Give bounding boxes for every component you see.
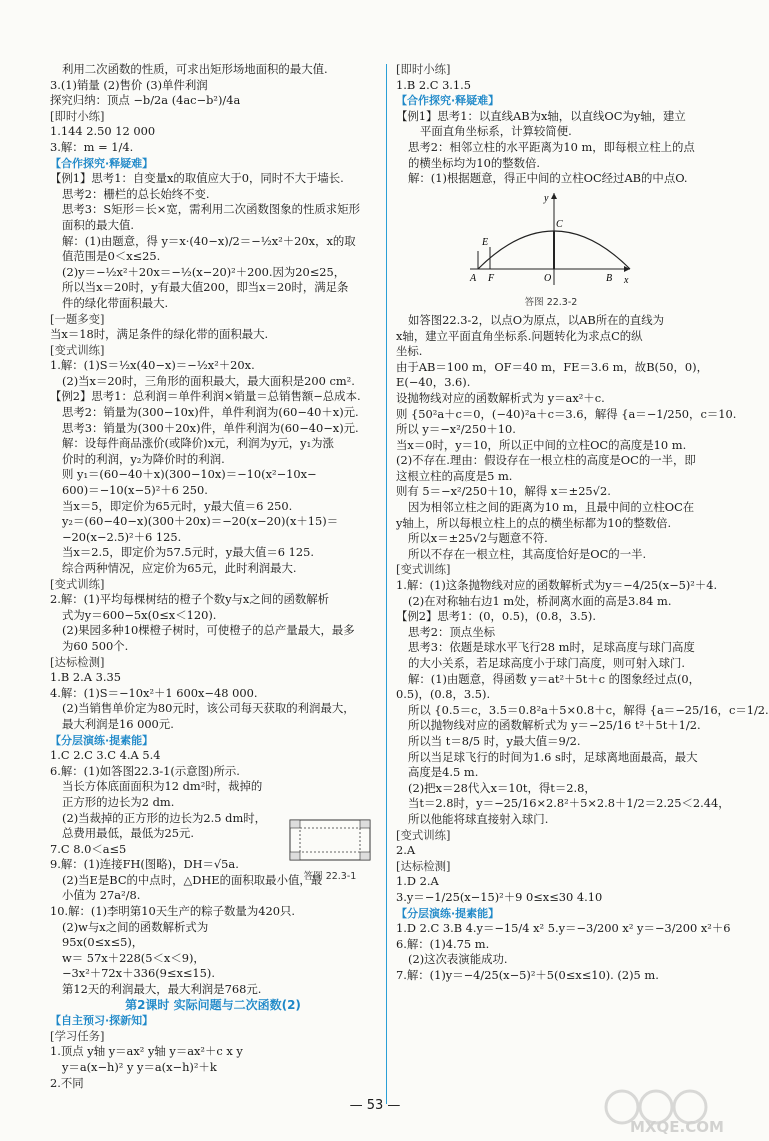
- text-line: 当t＝2.8时，y＝−25/16×2.8²＋5×2.8＋1/2＝2.25＜2.44，: [408, 796, 730, 811]
- text-line: 1.144 2.50 12 000: [50, 124, 156, 139]
- figure-22-3-2: [466, 189, 636, 311]
- text-line: 小值为 27a²/8.: [62, 888, 141, 903]
- text-line: 【例2】思考1：总利润＝单件利润×销量＝总销售额−总成本.: [50, 389, 361, 404]
- fig2-label-y: y: [544, 192, 549, 204]
- text-line: 最大利润是16 000元.: [62, 716, 174, 731]
- fig2-label-a: A: [470, 272, 477, 284]
- text-line: (2)这次表演能成功.: [408, 952, 508, 967]
- text-line: 600)＝−10(x−5)²＋6 250.: [62, 483, 208, 498]
- text-line: [变式训练]: [396, 827, 451, 842]
- text-line: 2.A: [396, 843, 416, 858]
- text-line: −20(x−2.5)²＋6 125.: [62, 529, 182, 544]
- text-line: 7.解：(1)y＝−4/25(x−5)²＋5(0≤x≤10). (2)5 m.: [396, 967, 659, 982]
- figure-22-3-1: [286, 816, 374, 882]
- text-line: 总费用最低，最低为25元.: [62, 826, 195, 841]
- text-line: 2.不同: [50, 1075, 84, 1090]
- text-line: [变式训练]: [50, 576, 105, 591]
- right-text-block-top: [396, 62, 722, 187]
- text-line: 当x＝2.5，即定价为57.5元时，y最大值＝6 125.: [62, 545, 315, 560]
- text-line: (2)w与x之间的函数解析式为: [62, 919, 209, 934]
- page-number: — 53 —: [349, 1098, 401, 1113]
- text-line: 【例1】思考1：自变量x的取值应大于0，同时不大于墙长.: [50, 171, 344, 186]
- text-line: 当x＝18时，满足条件的绿化带的面积最大.: [50, 327, 269, 342]
- text-line: 当长方体底面面积为12 dm²时，裁掉的: [62, 779, 263, 794]
- text-line: 思考2：销量为(300−10x)件，单件利润为(60−40＋x)元.: [62, 405, 359, 420]
- text-line: 值范围是0＜x≤25.: [62, 249, 161, 264]
- text-line: E(−40，3.6).: [396, 375, 471, 390]
- text-line: 1.B 2.A 3.35: [50, 670, 121, 685]
- text-line: [一题多变]: [50, 311, 105, 326]
- text-line: (2)不存在.理由：假设存在一根立柱的高度是OC的一半，即: [396, 453, 696, 468]
- text-line: 4.解：(1)S＝−10x²＋1 600x−48 000.: [50, 685, 258, 700]
- text-line: 0.5)，(0.8，3.5).: [396, 687, 491, 702]
- text-line: 【例1】思考1：以直线AB为x轴，以直线OC为y轴，建立: [396, 108, 686, 123]
- text-line: 则 {50²a＋c＝0，(−40)²a＋c＝3.6，解得 {a＝−1/250，c＝10.: [396, 406, 737, 421]
- text-line: y轴上，所以每根立柱上的点的横坐标都为10的整数倍.: [396, 515, 672, 530]
- text-line: 【合作探究·释疑难】: [50, 156, 154, 170]
- watermark-logo: [600, 1085, 740, 1135]
- text-line: 式为y＝600−5x(0≤x＜120).: [62, 607, 217, 622]
- text-line: 的横坐标均为10的整数倍.: [408, 155, 541, 170]
- text-line: 利用二次函数的性质，可求出矩形场地面积的最大值.: [62, 62, 328, 76]
- text-line: 1.D 2.C 3.B 4.y＝−15/4 x² 5.y＝−3/200 x² y＝−3/200 x²＋6: [396, 921, 731, 936]
- text-line: 为60 500个.: [62, 638, 129, 653]
- text-line: (2)把x＝28代入x＝10t，得t＝2.8，: [408, 780, 596, 795]
- text-line: 2.解：(1)平均每棵树结的橙子个数y与x之间的函数解析: [50, 592, 330, 607]
- right-column: [396, 62, 769, 983]
- column-divider: [386, 64, 387, 1104]
- text-line: 1.C 2.C 3.C 4.A 5.4: [50, 748, 161, 763]
- text-line: 解：设每件商品涨价(或降价)x元，利润为y元，y₁为涨: [62, 436, 334, 451]
- text-line: 95x(0≤x≤5)，: [62, 935, 144, 950]
- text-line: y＝a(x−h)² y y＝a(x−h)²＋k: [62, 1060, 217, 1074]
- text-line: 思考2：相邻立柱的水平距离为10 m，即每根立柱上的点: [408, 139, 695, 154]
- text-line: 6.解：(1)如答图22.3-1(示意图)所示.: [50, 763, 240, 778]
- text-line: 【合作探究·释疑难】: [396, 94, 500, 108]
- text-line: (2)当E是BC的中点时，△DHE的面积取最小值，最: [62, 872, 323, 887]
- text-line: 件的绿化带面积最大.: [62, 295, 169, 310]
- text-line: [变式训练]: [50, 342, 105, 357]
- text-line: w＝ 57x＋228(5＜x＜9)，: [62, 950, 205, 965]
- text-line: 1.解：(1)S＝½x(40−x)＝−½x²＋20x.: [50, 358, 255, 373]
- text-line: 【分层演练·提素能】: [50, 733, 154, 747]
- fig2-label-f: F: [488, 272, 495, 284]
- right-text-block-bottom: [396, 312, 769, 984]
- text-line: 所以 y＝−x²/250＋10.: [396, 422, 516, 437]
- text-line: 思考2：顶点坐标: [408, 624, 495, 639]
- text-line: 因为相邻立柱之间的距离为10 m，且最中间的立柱OC在: [408, 500, 695, 515]
- text-line: 所以当 t＝8/5 时，y最大值＝9/2.: [408, 733, 581, 748]
- fig2-label-e: E: [482, 236, 489, 248]
- figure-22-3-2-drawing: [466, 189, 636, 291]
- text-line: (2)果园多种10棵橙子树时，可使橙子的总产量最大，最多: [62, 623, 355, 638]
- text-line: 【例2】思考1：(0，0.5)，(0.8，3.5).: [396, 609, 596, 624]
- figure-22-3-1-caption: 答图 22.3-1: [303, 870, 357, 882]
- watermark-text: MXQE.COM: [630, 1118, 724, 1136]
- text-line: 所以他能将球直接射入球门.: [408, 811, 549, 826]
- text-line: 所以不存在一根立柱，其高度恰好是OC的一半.: [408, 546, 647, 561]
- fig2-label-b: B: [606, 272, 613, 284]
- text-line: 思考2：栅栏的总长始终不变.: [62, 186, 210, 201]
- text-line: 思考3：S矩形＝长×宽，需利用二次函数图象的性质求矩形: [62, 202, 360, 217]
- text-line: 思考3：销量为(300＋20x)件，单件利润为(60−40−x)元.: [62, 420, 359, 435]
- text-line: 价时的利润，y₂为降价时的利润.: [62, 451, 225, 466]
- text-line: [学习任务]: [50, 1028, 105, 1043]
- text-line: (2)当销售单价定为80元时，该公司每天获取的利润最大，: [62, 701, 355, 716]
- figure-22-3-2-caption: 答图 22.3-2: [524, 297, 578, 309]
- text-line: 3.解：m = 1/4.: [50, 139, 134, 154]
- text-line: (2)当x＝20时，三角形的面积最大，最大面积是200 cm².: [62, 373, 355, 388]
- text-line: −3x²＋72x＋336(9≤x≤15).: [62, 966, 215, 981]
- text-line: 第12天的利润最大，最大利润是768元.: [62, 982, 262, 997]
- text-line: 则 y₁＝(60−40＋x)(300−10x)＝−10(x²−10x−: [62, 467, 317, 482]
- text-line: 所以抛物线对应的函数解析式为 y＝−25/16 t²＋5t＋1/2.: [408, 718, 701, 733]
- text-line: 探究归纳：顶点 −b/2a (4ac−b²)/4a: [50, 93, 241, 108]
- left-text-block: [50, 62, 376, 1091]
- text-line: 正方形的边长为2 dm.: [62, 794, 175, 809]
- left-column: [50, 62, 376, 1091]
- text-line: 3.(1)销量 (2)售价 (3)单件利润: [50, 77, 208, 92]
- text-line: 所以当足球飞行的时间为1.6 s时，足球离地面最高，最大: [408, 749, 698, 764]
- text-line: 1.顶点 y轴 y＝ax² y轴 y＝ax²＋c x y: [50, 1044, 243, 1059]
- text-line: 6.解：(1)4.75 m.: [396, 936, 490, 951]
- text-line: 高度是4.5 m.: [408, 765, 479, 780]
- text-line: 第2课时 实际问题与二次函数(2): [125, 997, 301, 1012]
- text-line: 当x＝0时，y＝10，所以正中间的立柱OC的高度是10 m.: [396, 437, 687, 452]
- text-line: [达标检测]: [396, 858, 451, 873]
- text-line: 当x＝5，即定价为65元时，y最大值＝6 250.: [62, 498, 293, 513]
- text-line: (2)当裁掉的正方形的边长为2.5 dm时，: [62, 810, 267, 825]
- text-line: 1.解：(1)这条抛物线对应的函数解析式为y＝−4/25(x−5)²＋4.: [396, 578, 718, 593]
- text-line: x轴，建立平面直角坐标系.问题转化为求点C的纵: [396, 328, 643, 343]
- text-line: [变式训练]: [396, 562, 451, 577]
- text-line: 所以x＝±25√2与题意不符.: [408, 531, 548, 546]
- text-line: 坐标.: [396, 344, 423, 359]
- figure-22-3-1-drawing: [286, 816, 374, 864]
- text-line: 设抛物线对应的函数解析式为 y＝ax²＋c.: [396, 390, 605, 405]
- text-line: 10.解：(1)李明第10天生产的粽子数量为420只.: [50, 904, 295, 919]
- text-line: 如答图22.3-2，以点O为原点，以AB所在的直线为: [408, 312, 665, 327]
- text-line: 所以 {0.5＝c，3.5＝0.8²a＋5×0.8＋c，解得 {a＝−25/16，c＝1/2.: [408, 702, 769, 717]
- text-line: 7.C 8.0＜a≤5: [50, 841, 127, 856]
- text-line: 思考3：依题是球水平飞行28 m时，足球高度与球门高度: [408, 640, 695, 655]
- text-line: 则有 5＝−x²/250＋10，解得 x＝±25√2.: [396, 484, 611, 499]
- text-line: 解：(1)由题意，得函数 y＝at²＋5t＋c 的图象经过点(0，: [408, 671, 701, 686]
- text-line: 9.解：(1)连接FH(图略)，DH＝√5a.: [50, 857, 239, 872]
- text-line: [达标检测]: [50, 654, 105, 669]
- fig2-label-o: O: [544, 272, 552, 284]
- text-line: 的大小关系，若足球高度小于球门高度，则可射入球门.: [408, 656, 685, 670]
- text-line: 综合两种情况，应定价为65元，此时利润最大.: [62, 561, 297, 575]
- text-line: 1.D 2.A: [396, 874, 439, 889]
- text-line: 解：(1)由题意，得 y＝x·(40−x)/2＝−½x²＋20x，x的取: [62, 233, 356, 248]
- text-line: [即时小练]: [50, 108, 105, 123]
- text-line: [即时小练]: [396, 62, 451, 76]
- text-line: 面积的最大值.: [62, 217, 134, 232]
- text-line: 解：(1)根据题意，得正中间的立柱OC经过AB的中点O.: [408, 171, 688, 186]
- text-line: (2)在对称轴右边1 m处，桥洞离水面的高是3.84 m.: [408, 593, 672, 608]
- text-line: 所以当x＝20时，y有最大值200，即当x＝20时，满足条: [62, 280, 349, 295]
- text-line: 3.y＝−1/25(x−15)²＋9 0≤x≤30 4.10: [396, 889, 603, 904]
- text-line: 由于AB＝100 m，OF＝40 m，FE＝3.6 m，故B(50，0)，: [396, 359, 708, 374]
- fig2-label-x: x: [624, 274, 629, 286]
- text-line: 【分层演练·提素能】: [396, 906, 500, 920]
- text-line: 这根立柱的高度是5 m.: [396, 468, 513, 483]
- text-line: 平面直角坐标系，计算较简便.: [420, 124, 572, 139]
- fig2-label-c: C: [556, 218, 563, 230]
- text-line: 【自主预习·探新知】: [50, 1014, 154, 1028]
- text-line: y₂＝(60−40−x)(300＋20x)＝−20(x−20)(x＋15)＝: [62, 514, 339, 529]
- text-line: 1.B 2.C 3.1.5: [396, 77, 472, 92]
- text-line: (2)y＝−½x²＋20x＝−½(x−20)²＋200.因为20≤25，: [62, 264, 346, 279]
